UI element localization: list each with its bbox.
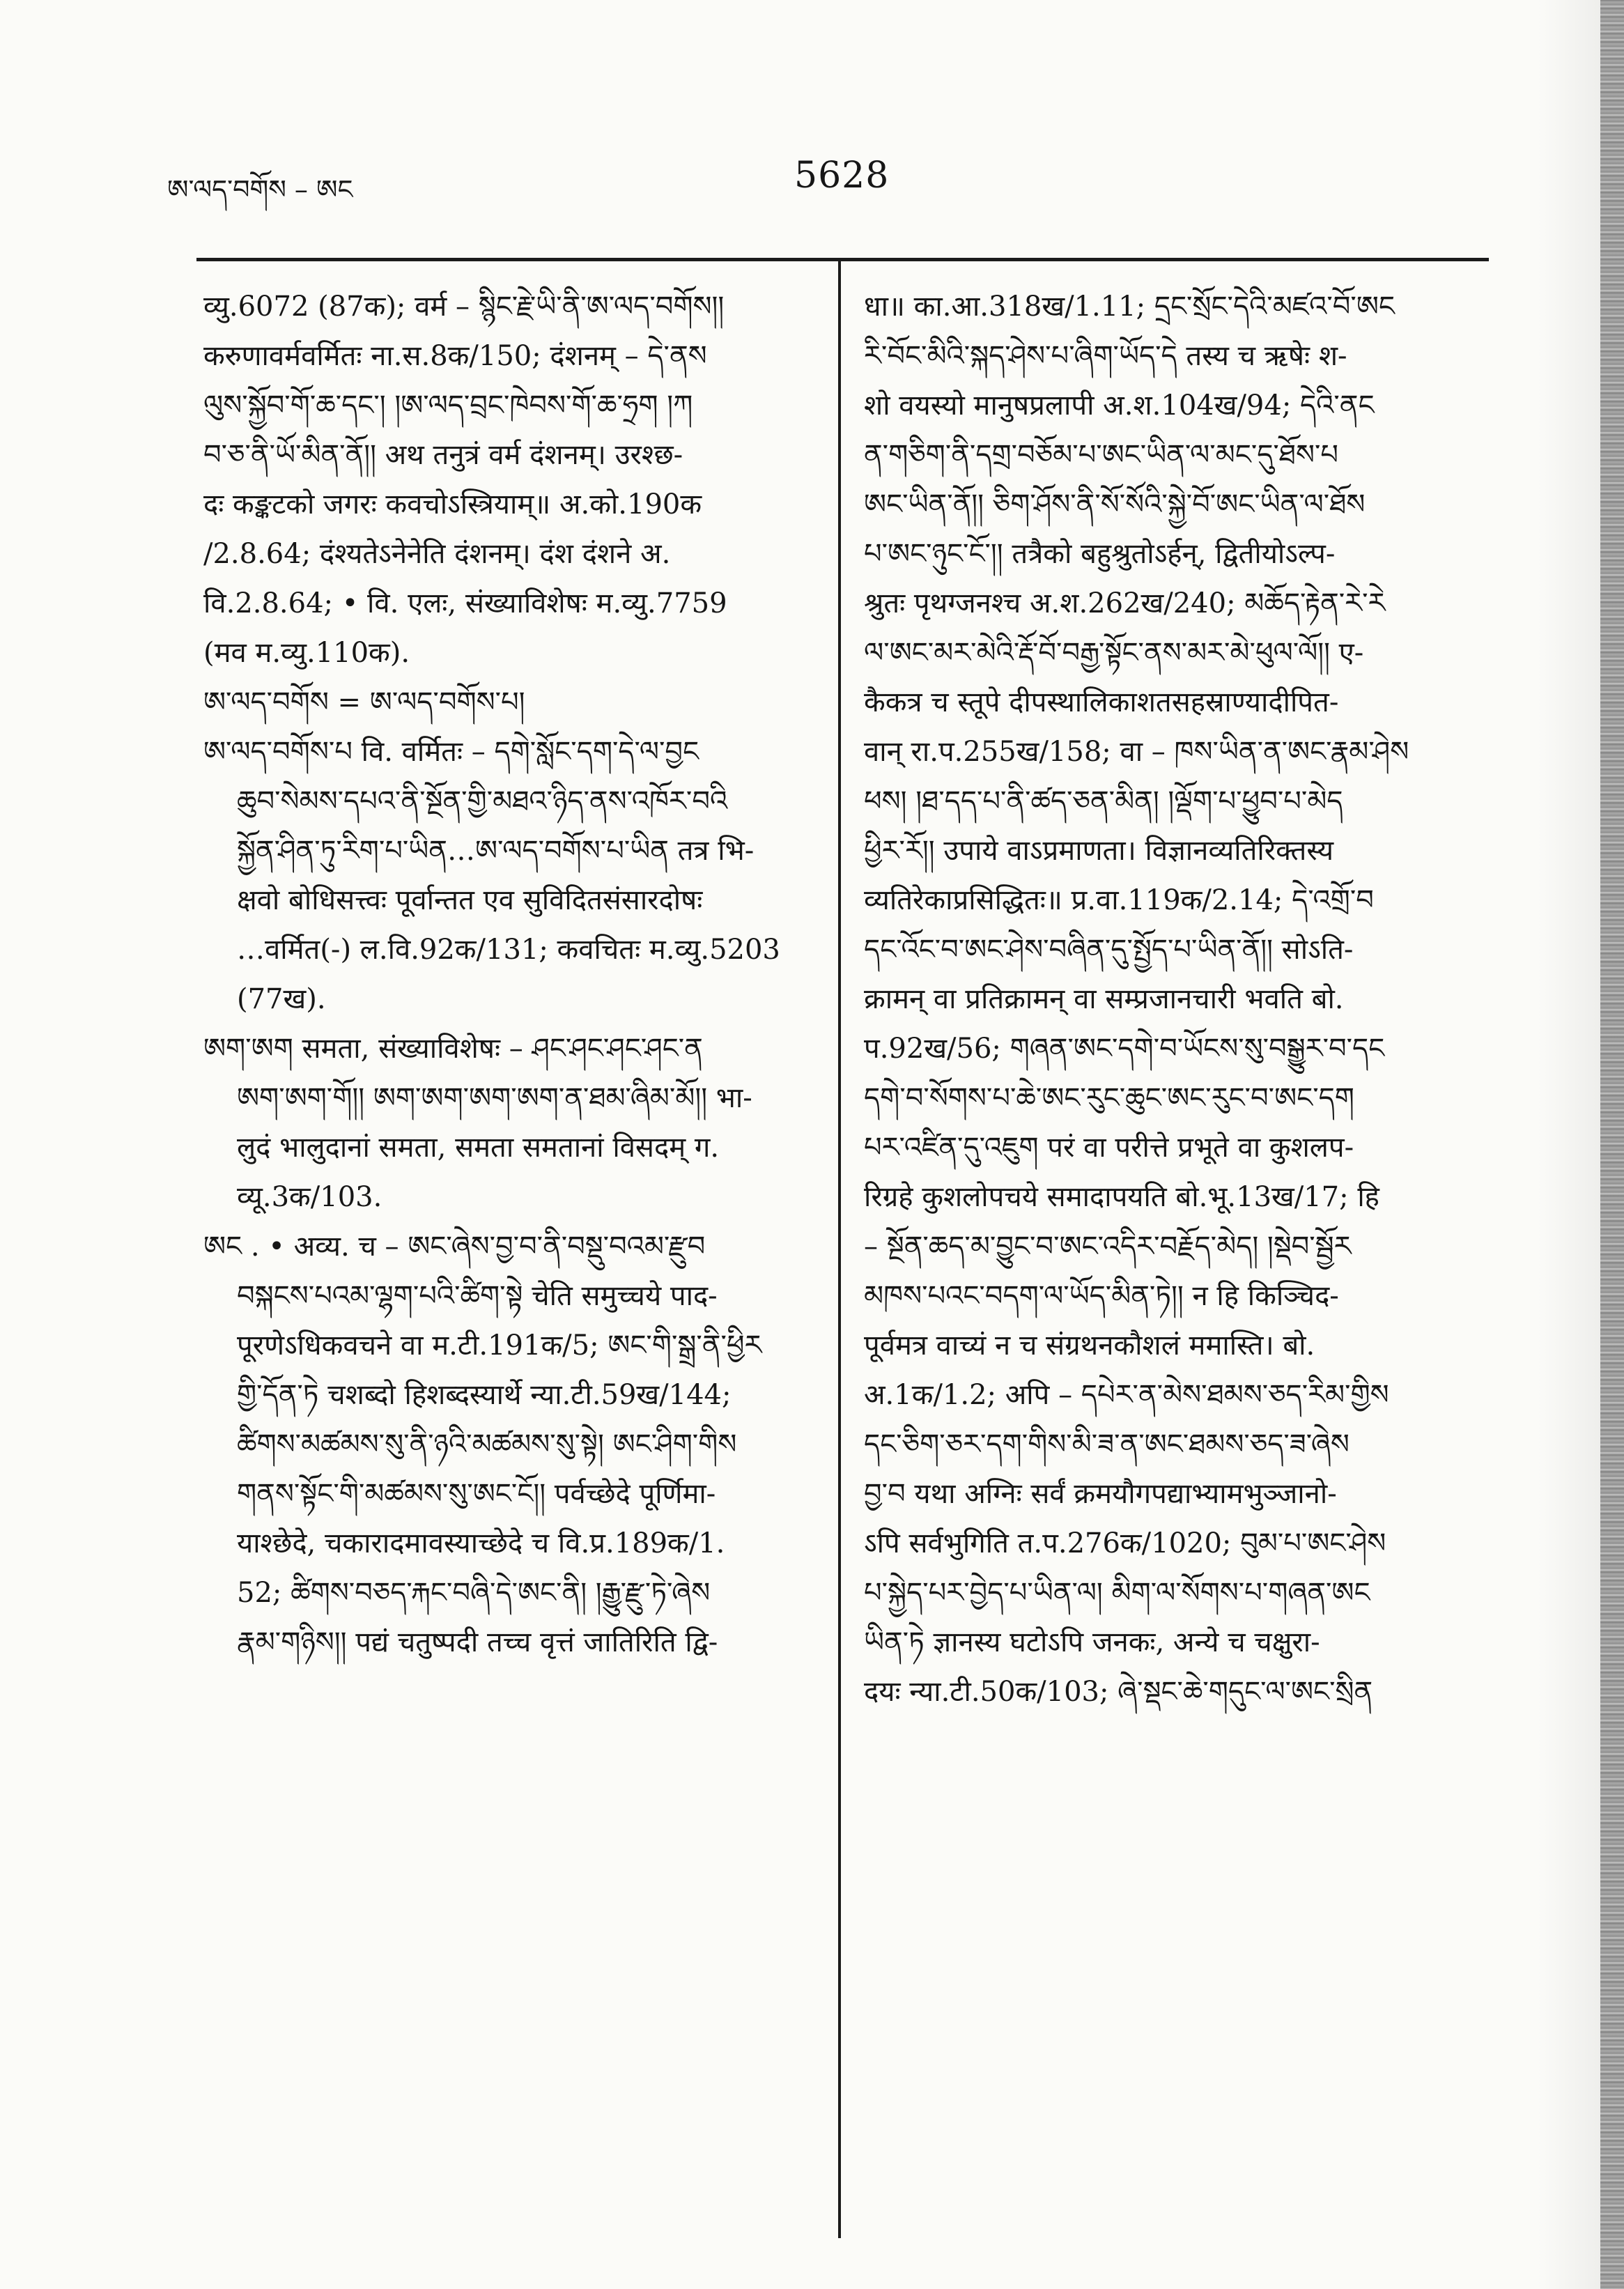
text-line: ཨག་ཨག་གོ།། ཨག་ཨག་ཨག་ཨག་ན་ཐམ་ཞིམ་མོ།། भा- [237,1082,752,1114]
text-line: व्यु.6072 (87क); वर्म – སྙིང་རྗེ་ཡི་ནི་ཨ་ལད་བགོས།། [203,291,725,323]
text-line: लुदं भालुदानां समता, समता समतानां विसदम् ग. [237,1132,720,1164]
text-line: याश्छेदे, चकारादमावस्याच्छेदे च वि.प्र.189क/1. [237,1527,725,1559]
text-line: རྣམ་གཉིས།། पद्यं चतुष्पदी तच्च वृत्तं जातिरिति द्वि- [237,1626,718,1658]
text-line: शो वयस्यो मानुषप्रलापी अ.श.104ख/94; དེའི་ནང [864,390,1375,422]
text-line: པ་སྐྱེད་པར་བྱེད་པ་ཡིན་ལ། མིག་ལ་སོགས་པ་གཞན་ཨང [864,1577,1370,1609]
text-line: श्रुतः पृथग्जनश्च अ.श.262ख/240; མཆོད་རྟེན་རེ་རེ [864,587,1386,619]
text-line: དང་ཅིག་ཅར་དག་གིས་མི་ཟ་ན་ཨང་ཐམས་ཅད་ཟ་ཞེས [864,1428,1350,1461]
text-line: ཡིན་ཏེ ज्ञानस्य घटोऽपि जनकः, अन्ये च चक्षुरा- [864,1626,1320,1658]
text-line: རི་བོང་མིའི་སྐད་ཤེས་པ་ཞིག་ཡོད་དེ तस्य च ऋषेः श- [864,340,1347,372]
page-header [167,155,1491,210]
text-line: वान् रा.प.255ख/158; वा – ཁས་ཡིན་ན་ཨང་རྣམ་ཤེས [864,736,1409,768]
running-head: ཨ་ལད་བགོས – ཨང [167,174,353,205]
text-line: སྐྱོན་ཤིན་ཏུ་རིག་པ་ཡིན…ཨ་ལད་བགོས་པ་ཡིན तत्र भि- [237,835,755,867]
left-column [203,282,817,1667]
text-line: པར་འཛིན་དུ་འཇུག परं वा परीत्ते प्रभूते वा कुशलप- [864,1132,1354,1164]
column-divider [838,259,841,2238]
text-line: दः कङ्कटको जगरः कवचोऽस्त्रियाम्॥ अ.को.190क [203,488,702,521]
scan-edge-artifact [1600,0,1624,2289]
text-line: བ་ཅ་ནི་ཡོ་མིན་ནོ།། अथ तनुत्रं वर्म दंशनम्। उरश्छ- [203,439,683,471]
text-line: གནས་སྟོང་གི་མཚམས་སུ་ཨང་ངོ།། पर्वच्छेदे पूर्णिमा- [237,1478,716,1510]
text-line: ऽपि सर्वभुगिति त.प.276क/1020; བུམ་པ་ཨང་ཤེས [864,1527,1386,1559]
page-number: 5628 [794,155,890,196]
entry-headword-line: ཨང . • अव्य. च – ཨང་ཞེས་བྱ་བ་ནི་བསྡུ་བའམ་རྫུབ [203,1231,706,1263]
text-line: धा॥ का.आ.318ख/1.11; དྲང་སྲོང་དེའི་མཛའ་བོ་ཨང [864,291,1395,323]
text-line: གྱི་དོན་ཏེ चशब्दो हिशब्दस्यार्थे न्या.टी.59ख/144; [237,1379,732,1411]
text-line: दयः न्या.टी.50क/103; ཞེ་སྡང་ཆེ་གདུང་ལ་ཨང་སྲིན [864,1676,1373,1708]
text-line: कैकत्र च स्तूपे दीपस्थालिकाशतसहस्राण्यादीपित- [864,686,1339,718]
right-column [864,282,1487,1717]
text-line: མཁས་པའང་བདག་ལ་ཡོད་མིན་ཏེ།། न हि किञ्चिद- [864,1280,1339,1312]
text-line: ན་གཅིག་ནི་དགྲ་བཅོམ་པ་ཨང་ཡིན་ལ་མང་དུ་ཐོས་པ [864,439,1338,471]
text-line: 52; ཚིགས་བཅད་རྐང་བཞི་དེ་ཨང་ནི། །རྒྱུ་རྫུ་ཏེ་ཞེས [237,1577,711,1609]
text-line: ཆུབ་སེམས་དཔའ་ནི་སྔོན་གྱི་མཐའ་ཉིད་ནས་འཁོར་བའི [237,785,728,817]
text-line: བསྐངས་པའམ་ལྷག་པའི་ཚིག་སྟེ चेति समुच्चये पाद- [237,1280,718,1312]
header-rule [196,258,1489,261]
text-line: पूरणेऽधिकवचने वा म.टी.191क/5; ཨང་གི་སྒྲ་ནི་ཕྱིར [237,1330,762,1362]
text-line: …वर्मित(-) ल.वि.92क/131; कवचितः म.व्यु.5203 [237,934,780,966]
text-line: /2.8.64; दंश्यतेऽनेनेति दंशनम्। दंश दंशने अ. [203,538,671,570]
text-line: पूर्वमत्र वाच्यं न च संग्रथनकौशलं ममास्ति। बो. [864,1330,1315,1362]
text-line: ལ་ཨང་མར་མེའི་རྡོ་བོ་བརྒྱ་སྟོང་ནས་མར་མེ་ཕུལ་ལོ།། ए- [864,637,1364,669]
text-line: ལུས་སྐྱོབ་གོ་ཆ་དང་། །ཨ་ལད་བྲང་ཁེབས་གོ་ཆ་ཧྲག །ཀ [203,390,693,422]
entry-headword-line: ཨ་ལད་བགོས = ཨ་ལད་བགོས་པ། [203,686,525,718]
text-line: ཕས། །ཐ་དད་པ་ནི་ཚད་ཅན་མིན། །ལྡོག་པ་ཕྱུབ་པ་མེད [864,785,1343,817]
text-line: ཚིགས་མཚམས་སུ་ནི་ཉའི་མཚམས་སུ་སྟེ། ཨང་ཤིག་གིས [237,1428,737,1461]
scan-shadow [1538,0,1600,2289]
text-line: ཕྱིར་རོ།། उपाये वाऽप्रमाणता। विज्ञानव्यतिरिक्तस्य [864,835,1334,867]
text-line: དང་འོང་བ་ཨང་ཤེས་བཞིན་དུ་སྤྱོད་པ་ཡིན་ནོ།། सोऽति- [864,934,1354,966]
text-line: क्षवो बोधिसत्त्वः पूर्वान्तत एव सुविदितसंसारदोषः [237,884,703,916]
text-line: བྱ་བ यथा अग्निः सर्वं क्रमयौगपद्याभ्यामभुञ्जानो- [864,1478,1337,1510]
text-line: रिग्रहे कुशलोपचये समादापयति बो.भू.13ख/17; हि [864,1181,1379,1213]
text-line: व्यतिरेकाप्रसिद्धितः॥ प्र.वा.119क/2.14; དེ་འགྲོ་བ [864,884,1374,916]
entry-headword-line: ཨ་ལད་བགོས་པ वि. वर्मितः – དགེ་སློང་དག་དེ་ལ་བྱང [203,736,699,768]
text-line: ཨང་ཡིན་ནོ།། ཅིག་ཤོས་ནི་སོ་སོའི་སྐྱེ་བོ་ཨང་ཡིན་ལ་ཐོས [864,488,1366,521]
text-line: – སྔོན་ཆད་མ་བྱུང་བ་ཨང་འདིར་བརྗོད་མེད། །སྡེབ་སྦྱོར [864,1231,1352,1263]
entry-headword-line: ཨག་ཨག समता, संख्याविशेषः – ཤང་ཤང་ཤང་ཤང་ན [203,1033,703,1065]
text-line: प.92ख/56; གཞན་ཨང་དགེ་བ་ཡོངས་སུ་བསྒྱུར་བ་དང [864,1033,1385,1065]
text-line: करुणावर्मवर्मितः ना.स.8क/150; दंशनम् – དེ་ནས [203,340,707,372]
text-line: क्रामन् वा प्रतिक्रामन् वा सम्प्रजानचारी भवति बो. [864,983,1344,1015]
text-line: वि.2.8.64; • वि. एलः, संख्याविशेषः म.व्यु.7759 [203,587,727,619]
text-line: व्यू.3क/103. [237,1181,382,1213]
text-line: དགེ་བ་སོགས་པ་ཆེ་ཨང་རུང་ཆུང་ཨང་རུང་བ་ཨང་དག [864,1082,1354,1114]
text-line: अ.1क/1.2; अपि – དཔེར་ན་མེས་ཐམས་ཅད་རིམ་གྱིས [864,1379,1389,1411]
text-line: (77ख). [237,983,326,1015]
text-line: (मव म.व्यु.110क). [203,637,410,669]
text-line: པ་ཨང་ཉུང་ངོ་།། तत्रैको बहुश्रुतोऽर्हन्, द्वितीयोऽल्प- [864,538,1336,570]
